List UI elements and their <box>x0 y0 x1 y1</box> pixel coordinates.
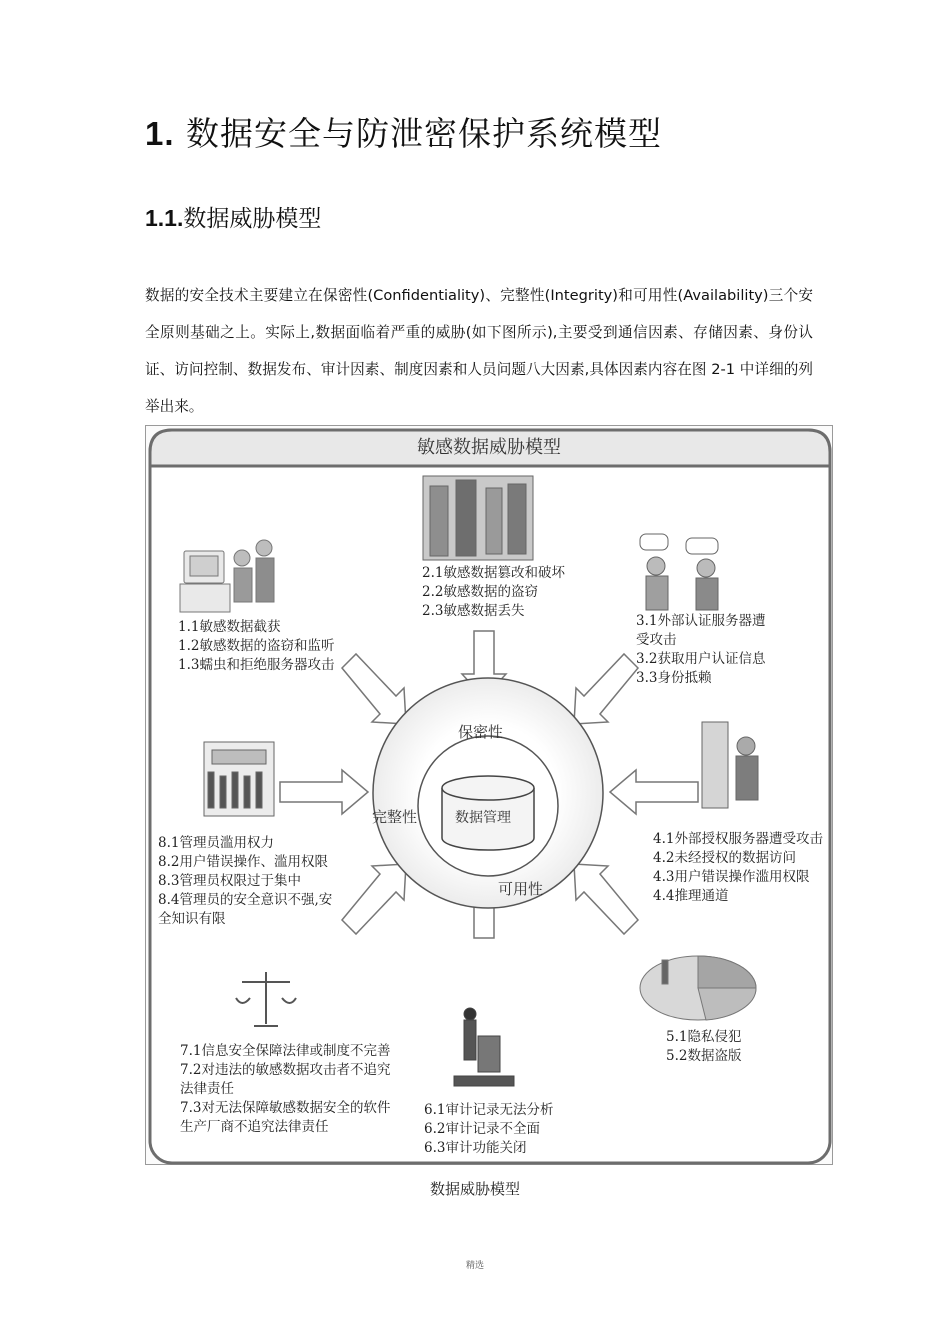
threat-item: 8.1管理员滥用权力 <box>158 835 274 851</box>
body-paragraph: 数据的安全技术主要建立在保密性(Confidentiality)、完整性(Integrity)和可用性(Availability)三个安全原则基础之上。实际上,数据面临着严重的威胁(如下图所示),主要受到通信因素、存储因素、身份认证、访问控制、数据发布、审计因素、制度因素和人员问题八大因素,具体因素内容在图 2-1 中详细的列举出来。 <box>145 287 813 415</box>
threat-item: 5.1隐私侵犯 <box>666 1029 742 1045</box>
threat-item: 3.2获取用户认证信息 <box>636 651 766 667</box>
threat-item: 2.3敏感数据丢失 <box>422 603 525 619</box>
threat-group-8 <box>158 834 332 929</box>
threat-item: 6.3审计功能关闭 <box>424 1140 527 1156</box>
threat-item: 1.2敏感数据的盗窃和监听 <box>178 638 335 654</box>
threat-item: 3.3身份抵赖 <box>636 670 712 686</box>
threat-item: 8.4管理员的安全意识不强,安 <box>158 892 333 908</box>
threat-item: 7.2对违法的敏感数据攻击者不追究 <box>180 1062 391 1078</box>
threat-item: 8.3管理员权限过于集中 <box>158 873 301 889</box>
ring-label-integrity: 完整性 <box>372 808 418 826</box>
page-title <box>145 108 662 155</box>
threat-group-7 <box>180 1042 390 1137</box>
threat-group-2 <box>422 564 565 621</box>
threat-item: 6.2审计记录不全面 <box>424 1121 540 1137</box>
threat-item: 全知识有限 <box>158 911 226 927</box>
threat-item: 2.1敏感数据篡改和破坏 <box>422 565 565 581</box>
threat-item: 7.3对无法保障敏感数据安全的软件 <box>180 1100 391 1116</box>
page-footer: 精选 <box>465 1261 484 1271</box>
threat-group-1 <box>178 618 334 675</box>
threat-item: 1.3蠕虫和拒绝服务器攻击 <box>178 657 335 673</box>
section-text: 数据威胁模型 <box>183 206 322 232</box>
illustration-pie-chart <box>640 956 756 1020</box>
threat-group-3 <box>636 612 765 688</box>
ring-label-confidentiality: 保密性 <box>458 723 504 741</box>
threat-item: 7.1信息安全保障法律或制度不完善 <box>180 1043 391 1059</box>
ring-label-availability: 可用性 <box>498 880 544 898</box>
threat-group-4 <box>653 830 823 906</box>
threat-item: 8.2用户错误操作、滥用权限 <box>158 854 328 870</box>
threat-item: 4.3用户错误操作滥用权限 <box>653 869 810 885</box>
section-number: 1.1. <box>145 205 184 231</box>
figure-title: 敏感数据威胁模型 <box>417 437 561 458</box>
threat-item: 4.1外部授权服务器遭受攻击 <box>653 831 823 847</box>
threat-item: 受攻击 <box>636 632 677 648</box>
threat-item: 法律责任 <box>180 1081 234 1097</box>
threat-item: 5.2数据盗版 <box>666 1048 742 1064</box>
threat-item: 3.1外部认证服务器遭 <box>636 613 766 629</box>
threat-group-6 <box>424 1101 553 1158</box>
figure-caption: 数据威胁模型 <box>429 1180 520 1198</box>
threat-item: 1.1敏感数据截获 <box>178 619 281 635</box>
heading-number: 1. <box>145 115 175 152</box>
threat-item: 4.4推理通道 <box>653 888 729 904</box>
threat-item: 生产厂商不追究法律责任 <box>180 1119 329 1135</box>
threat-group-5 <box>666 1028 741 1066</box>
illustration-vandals <box>423 476 533 560</box>
section-title <box>145 200 321 233</box>
threat-item: 6.1审计记录无法分析 <box>424 1102 554 1118</box>
center-label: 数据管理 <box>455 810 511 826</box>
threat-model-figure <box>145 425 833 1165</box>
illustration-crowd <box>204 742 274 816</box>
heading-text: 数据安全与防泄密保护系统模型 <box>186 114 663 153</box>
threat-item: 4.2未经授权的数据访问 <box>653 850 796 866</box>
threat-item: 2.2敏感数据的盗窃 <box>422 584 538 600</box>
